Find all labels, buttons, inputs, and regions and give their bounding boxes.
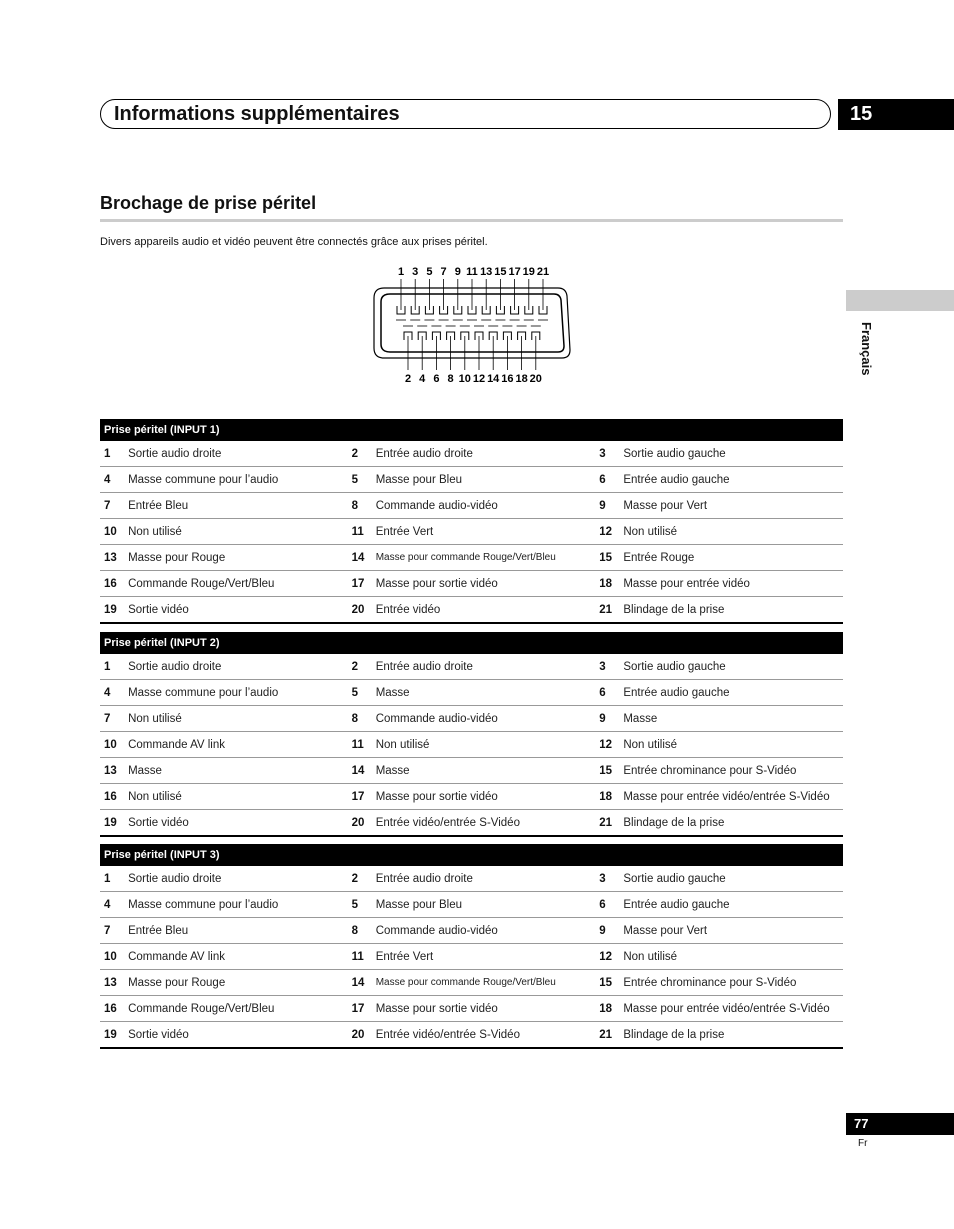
pin-description: Entrée audio gauche bbox=[623, 892, 843, 918]
table-row bbox=[100, 996, 843, 1022]
bottom-pin-label: 2 bbox=[404, 373, 412, 385]
pin-description: Sortie audio gauche bbox=[623, 654, 843, 680]
pin-number: 16 bbox=[100, 996, 128, 1022]
pin-number: 7 bbox=[100, 918, 128, 944]
pin-number: 18 bbox=[595, 996, 623, 1022]
pin-description: Entrée vidéo bbox=[376, 597, 596, 624]
table-row bbox=[100, 1022, 843, 1049]
pin-number: 14 bbox=[348, 758, 376, 784]
top-pin-label: 7 bbox=[440, 266, 447, 278]
pin-description: Masse pour Vert bbox=[623, 493, 843, 519]
table-title: Prise péritel (INPUT 1) bbox=[100, 419, 843, 441]
pin-description: Commande AV link bbox=[128, 732, 348, 758]
pin-description: Masse pour entrée vidéo bbox=[623, 571, 843, 597]
pin-number: 15 bbox=[595, 545, 623, 571]
pin-description: Non utilisé bbox=[623, 519, 843, 545]
pin-number: 6 bbox=[595, 467, 623, 493]
pin-number: 10 bbox=[100, 732, 128, 758]
pin-description: Masse bbox=[128, 758, 348, 784]
pin-number: 13 bbox=[100, 758, 128, 784]
pin-number: 11 bbox=[348, 732, 376, 758]
pin-description: Non utilisé bbox=[623, 732, 843, 758]
table-row bbox=[100, 866, 843, 892]
table-row bbox=[100, 493, 843, 519]
pin-description: Masse pour entrée vidéo/entrée S-Vidéo bbox=[623, 996, 843, 1022]
table-row bbox=[100, 732, 843, 758]
pin-number: 10 bbox=[100, 519, 128, 545]
pin-description: Entrée audio droite bbox=[376, 654, 596, 680]
pin-number: 12 bbox=[595, 944, 623, 970]
pin-number: 5 bbox=[348, 892, 376, 918]
bottom-pin-label: 16 bbox=[501, 373, 514, 385]
pin-description: Non utilisé bbox=[128, 784, 348, 810]
pin-number: 8 bbox=[348, 918, 376, 944]
pin-description: Blindage de la prise bbox=[623, 1022, 843, 1049]
top-pin-label: 15 bbox=[494, 266, 507, 278]
top-pin-label: 17 bbox=[508, 266, 521, 278]
language-tab bbox=[846, 290, 954, 311]
pin-number: 17 bbox=[348, 784, 376, 810]
pin-number: 19 bbox=[100, 597, 128, 624]
pin-description: Sortie audio droite bbox=[128, 654, 348, 680]
pin-number: 2 bbox=[348, 441, 376, 467]
pin-number: 21 bbox=[595, 810, 623, 837]
pinout-table bbox=[100, 419, 843, 624]
pin-number: 19 bbox=[100, 1022, 128, 1049]
pin-description: Masse pour entrée vidéo/entrée S-Vidéo bbox=[623, 784, 843, 810]
pin-description: Non utilisé bbox=[623, 944, 843, 970]
pin-description: Masse pour Rouge bbox=[128, 970, 348, 996]
pin-description: Commande Rouge/Vert/Bleu bbox=[128, 996, 348, 1022]
pin-description: Entrée chrominance pour S-Vidéo bbox=[623, 758, 843, 784]
table-row bbox=[100, 758, 843, 784]
table-row bbox=[100, 519, 843, 545]
pin-number: 19 bbox=[100, 810, 128, 837]
table-row bbox=[100, 892, 843, 918]
pin-number: 4 bbox=[100, 892, 128, 918]
bottom-pin-label: 6 bbox=[433, 373, 440, 385]
pin-description: Sortie audio droite bbox=[128, 441, 348, 467]
pin-number: 2 bbox=[348, 866, 376, 892]
pin-number: 15 bbox=[595, 970, 623, 996]
table-row bbox=[100, 944, 843, 970]
pin-number: 8 bbox=[348, 493, 376, 519]
pin-number: 9 bbox=[595, 918, 623, 944]
pin-number: 17 bbox=[348, 571, 376, 597]
chapter-number: 15 bbox=[838, 99, 954, 130]
top-pin-label: 11 bbox=[466, 266, 478, 278]
pin-number: 18 bbox=[595, 784, 623, 810]
pin-description: Masse commune pour l’audio bbox=[128, 892, 348, 918]
table-row bbox=[100, 597, 843, 624]
pin-description: Entrée Vert bbox=[376, 944, 596, 970]
pin-number: 4 bbox=[100, 467, 128, 493]
pin-description: Masse commune pour l’audio bbox=[128, 680, 348, 706]
pin-description: Entrée Bleu bbox=[128, 918, 348, 944]
bottom-pin-label: 10 bbox=[458, 373, 471, 385]
top-pin-label: 9 bbox=[454, 266, 461, 278]
pinout-table bbox=[100, 844, 843, 1049]
pinout-table bbox=[100, 632, 843, 837]
pin-description: Masse pour Rouge bbox=[128, 545, 348, 571]
pin-number: 4 bbox=[100, 680, 128, 706]
pin-description: Masse pour sortie vidéo bbox=[376, 784, 596, 810]
table-row bbox=[100, 970, 843, 996]
pin-number: 20 bbox=[348, 597, 376, 624]
pin-number: 12 bbox=[595, 519, 623, 545]
pin-number: 16 bbox=[100, 571, 128, 597]
pin-description: Masse pour Vert bbox=[623, 918, 843, 944]
section-intro: Divers appareils audio et vidéo peuvent être connectés grâce aux prises péritel. bbox=[100, 236, 488, 248]
pin-number: 15 bbox=[595, 758, 623, 784]
pin-number: 16 bbox=[100, 784, 128, 810]
pin-description: Masse bbox=[623, 706, 843, 732]
pin-number: 8 bbox=[348, 706, 376, 732]
pin-number: 12 bbox=[595, 732, 623, 758]
pin-number: 1 bbox=[100, 866, 128, 892]
pin-description: Masse pour commande Rouge/Vert/Bleu bbox=[376, 970, 596, 996]
pin-number: 3 bbox=[595, 441, 623, 467]
pin-number: 3 bbox=[595, 654, 623, 680]
table-row bbox=[100, 467, 843, 493]
pin-number: 1 bbox=[100, 441, 128, 467]
pin-description: Masse commune pour l’audio bbox=[128, 467, 348, 493]
pin-description: Entrée Rouge bbox=[623, 545, 843, 571]
pin-number: 9 bbox=[595, 493, 623, 519]
table-row bbox=[100, 571, 843, 597]
top-pin-label: 21 bbox=[536, 266, 550, 278]
pin-number: 2 bbox=[348, 654, 376, 680]
pin-number: 10 bbox=[100, 944, 128, 970]
bottom-pin-label: 20 bbox=[529, 373, 542, 385]
pin-description: Non utilisé bbox=[376, 732, 596, 758]
scart-connector-diagram bbox=[370, 262, 580, 392]
pin-description: Entrée vidéo/entrée S-Vidéo bbox=[376, 810, 596, 837]
pin-description: Entrée chrominance pour S-Vidéo bbox=[623, 970, 843, 996]
top-pin-label: 1 bbox=[397, 266, 405, 278]
pin-description: Commande AV link bbox=[128, 944, 348, 970]
pin-number: 21 bbox=[595, 597, 623, 624]
top-pin-label: 3 bbox=[412, 266, 419, 278]
pin-number: 20 bbox=[348, 1022, 376, 1049]
top-pin-label: 5 bbox=[426, 266, 433, 278]
table-title: Prise péritel (INPUT 3) bbox=[100, 844, 843, 866]
pin-description: Masse pour Bleu bbox=[376, 892, 596, 918]
pin-description: Masse pour sortie vidéo bbox=[376, 571, 596, 597]
pin-number: 18 bbox=[595, 571, 623, 597]
page-number: 77 bbox=[846, 1113, 954, 1135]
pin-number: 13 bbox=[100, 545, 128, 571]
table-row bbox=[100, 784, 843, 810]
section-divider bbox=[100, 219, 843, 222]
bottom-pin-label: 4 bbox=[419, 373, 426, 385]
pin-number: 11 bbox=[348, 944, 376, 970]
pin-number: 13 bbox=[100, 970, 128, 996]
pin-number: 21 bbox=[595, 1022, 623, 1049]
pin-description: Commande audio-vidéo bbox=[376, 918, 596, 944]
bottom-pin-label: 14 bbox=[487, 373, 500, 385]
pin-description: Entrée audio gauche bbox=[623, 467, 843, 493]
pin-description: Commande audio-vidéo bbox=[376, 493, 596, 519]
pin-number: 14 bbox=[348, 545, 376, 571]
pin-number: 6 bbox=[595, 680, 623, 706]
pin-number: 6 bbox=[595, 892, 623, 918]
table-title: Prise péritel (INPUT 2) bbox=[100, 632, 843, 654]
pin-description: Blindage de la prise bbox=[623, 810, 843, 837]
table-row bbox=[100, 810, 843, 837]
bottom-pin-label: 12 bbox=[472, 373, 486, 385]
language-label: Français bbox=[859, 322, 874, 376]
pin-description: Entrée audio droite bbox=[376, 866, 596, 892]
pin-description: Non utilisé bbox=[128, 706, 348, 732]
pin-description: Blindage de la prise bbox=[623, 597, 843, 624]
pin-description: Masse pour commande Rouge/Vert/Bleu bbox=[376, 545, 596, 571]
pin-description: Masse bbox=[376, 680, 596, 706]
pin-description: Commande audio-vidéo bbox=[376, 706, 596, 732]
top-pin-label: 13 bbox=[480, 266, 493, 278]
pin-description: Non utilisé bbox=[128, 519, 348, 545]
pin-description: Sortie audio droite bbox=[128, 866, 348, 892]
pin-description: Entrée audio droite bbox=[376, 441, 596, 467]
pin-description: Sortie vidéo bbox=[128, 1022, 348, 1049]
pin-number: 14 bbox=[348, 970, 376, 996]
pin-description: Entrée Vert bbox=[376, 519, 596, 545]
table-row bbox=[100, 654, 843, 680]
pin-number: 11 bbox=[348, 519, 376, 545]
pin-description: Sortie vidéo bbox=[128, 597, 348, 624]
pin-number: 5 bbox=[348, 680, 376, 706]
top-pin-label: 19 bbox=[522, 266, 535, 278]
pin-number: 7 bbox=[100, 706, 128, 732]
pin-number: 5 bbox=[348, 467, 376, 493]
pin-number: 7 bbox=[100, 493, 128, 519]
language-label-wrapper bbox=[846, 322, 886, 392]
pin-description: Entrée Bleu bbox=[128, 493, 348, 519]
table-row bbox=[100, 545, 843, 571]
page-title: Informations supplémentaires bbox=[114, 103, 400, 125]
pin-description: Sortie audio gauche bbox=[623, 441, 843, 467]
pin-description: Sortie vidéo bbox=[128, 810, 348, 837]
pin-description: Entrée audio gauche bbox=[623, 680, 843, 706]
page-lang-code: Fr bbox=[858, 1138, 868, 1149]
pin-number: 3 bbox=[595, 866, 623, 892]
pin-number: 17 bbox=[348, 996, 376, 1022]
bottom-pin-label: 18 bbox=[515, 373, 528, 385]
bottom-pin-label: 8 bbox=[447, 373, 454, 385]
pin-description: Masse pour Bleu bbox=[376, 467, 596, 493]
table-row bbox=[100, 441, 843, 467]
connector-inner-shell bbox=[381, 294, 564, 352]
pin-description: Masse pour sortie vidéo bbox=[376, 996, 596, 1022]
table-row bbox=[100, 918, 843, 944]
pin-number: 1 bbox=[100, 654, 128, 680]
table-row bbox=[100, 680, 843, 706]
pin-description: Masse bbox=[376, 758, 596, 784]
table-row bbox=[100, 706, 843, 732]
section-title: Brochage de prise péritel bbox=[100, 193, 317, 213]
pin-description: Sortie audio gauche bbox=[623, 866, 843, 892]
pin-description: Commande Rouge/Vert/Bleu bbox=[128, 571, 348, 597]
pin-description: Entrée vidéo/entrée S-Vidéo bbox=[376, 1022, 596, 1049]
pin-number: 20 bbox=[348, 810, 376, 837]
pin-number: 9 bbox=[595, 706, 623, 732]
